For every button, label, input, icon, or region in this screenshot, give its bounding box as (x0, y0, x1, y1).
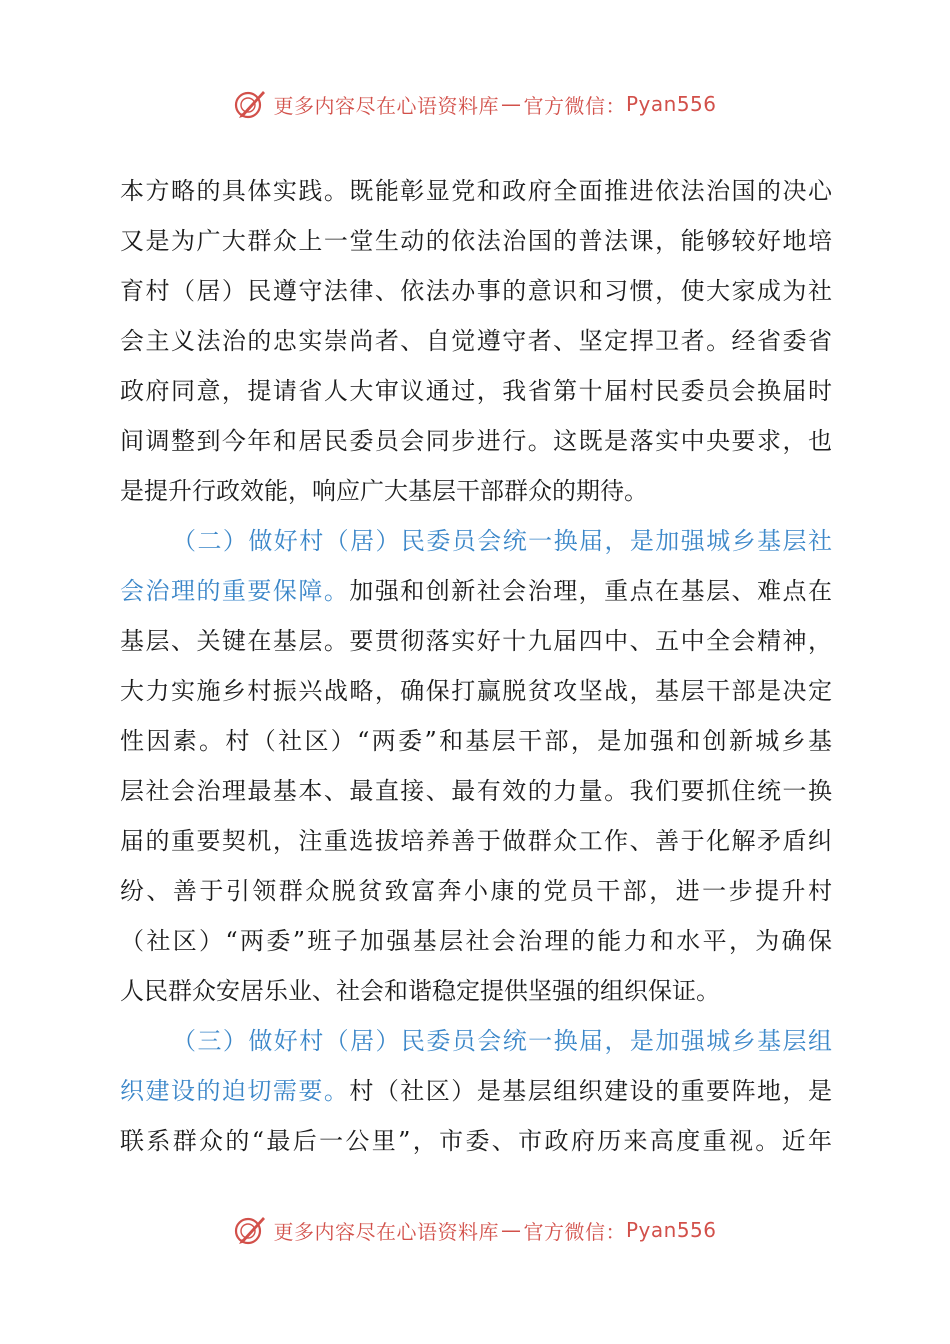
pen-circle-icon (233, 87, 267, 121)
body-line: 政府同意，提请省人大审议通过，我省第十届村民委员会换届时 (120, 377, 832, 405)
watermark-main-text: 更多内容尽在心语资料库 (273, 93, 499, 118)
body-line: 育村（居）民遵守法律、依法办事的意识和习惯，使大家成为社 (120, 277, 832, 305)
watermark-wechat-label: 官方微信： (523, 93, 626, 118)
watermark-wechat-id: Pyan556 (625, 92, 717, 116)
pen-circle-icon (233, 1213, 267, 1247)
section-2-heading-end: 会治理的重要保障。 (120, 577, 350, 605)
body-line: 又是为广大群众上一堂生动的依法治国的普法课，能够较好地培 (120, 227, 832, 255)
header-watermark (0, 84, 950, 124)
watermark-dash: — (500, 1218, 522, 1242)
footer-watermark (0, 1210, 950, 1250)
body-line: 性因素。村（社区）“两委”和基层干部，是加强和创新城乡基 (120, 727, 832, 755)
body-line: 层社会治理最基本、最直接、最有效的力量。我们要抓住统一换 (120, 777, 832, 805)
section-2-text: 加强和创新社会治理，重点在基层、难点在 (349, 577, 833, 605)
section-2-heading: （二）做好村（居）民委员会统一换届，是加强城乡基层社 (172, 527, 832, 555)
body-line: 届的重要契机，注重选拔培养善于做群众工作、善于化解矛盾纠 (120, 827, 832, 855)
watermark-dash: — (500, 92, 522, 116)
body-line: 基层、关键在基层。要贯彻落实好十九届四中、五中全会精神， (120, 627, 832, 655)
document-body (120, 166, 832, 1166)
body-line: 是提升行政效能，响应广大基层干部群众的期待。 (120, 477, 648, 505)
body-line: 联系群众的“最后一公里”，市委、市政府历来高度重视。近年 (120, 1127, 832, 1155)
body-line: 人民群众安居乐业、社会和谐稳定提供坚强的组织保证。 (120, 977, 720, 1005)
watermark-wechat-label: 官方微信： (523, 1219, 626, 1244)
body-line: 本方略的具体实践。既能彰显党和政府全面推进依法治国的决心 (120, 177, 832, 205)
body-line: 纷、善于引领群众脱贫致富奔小康的党员干部，进一步提升村 (120, 877, 832, 905)
body-line: 间调整到今年和居民委员会同步进行。这既是落实中央要求，也 (120, 427, 832, 455)
body-line: （社区）“两委”班子加强基层社会治理的能力和水平，为确保 (120, 927, 832, 955)
section-3-line (120, 1066, 832, 1116)
body-line: 大力实施乡村振兴战略，确保打赢脱贫攻坚战，基层干部是决定 (120, 677, 832, 705)
watermark-wechat-id: Pyan556 (625, 1218, 717, 1242)
section-3-heading: （三）做好村（居）民委员会统一换届，是加强城乡基层组 (172, 1027, 832, 1055)
watermark-main-text: 更多内容尽在心语资料库 (273, 1219, 499, 1244)
body-line: 会主义法治的忠实崇尚者、自觉遵守者、坚定捍卫者。经省委省 (120, 327, 832, 355)
section-3-heading-end: 织建设的迫切需要。 (120, 1077, 350, 1105)
section-3-text: 村（社区）是基层组织建设的重要阵地，是 (349, 1077, 833, 1105)
section-2-line (120, 566, 832, 616)
